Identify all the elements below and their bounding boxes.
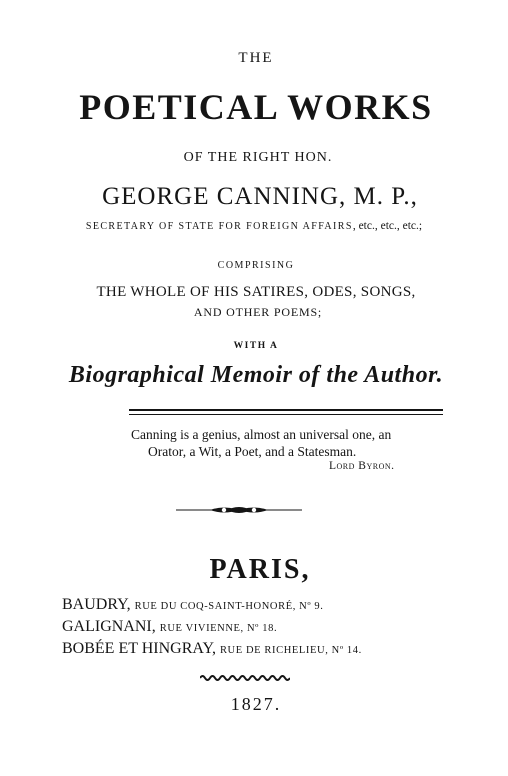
wavy-rule-ornament: [200, 674, 290, 682]
contents-line-1: THE WHOLE OF HIS SATIRES, ODES, SONGS,: [96, 284, 416, 300]
publisher-name: BOBÉE ET HINGRAY,: [62, 640, 216, 657]
publisher-address: RUE DU COQ-SAINT-HONORÉ, Nº 9.: [134, 601, 324, 612]
comprising-label: COMPRISING: [217, 260, 295, 271]
right-hon-line: OF THE RIGHT HON.: [183, 150, 333, 165]
publisher-name: GALIGNANI,: [62, 618, 156, 635]
publisher-line: [62, 596, 324, 614]
contents-line-2: AND OTHER POEMS;: [193, 305, 323, 319]
epigraph-rule-thin: [129, 414, 443, 415]
publisher-address: RUE DE RICHELIEU, Nº 14.: [219, 645, 362, 656]
header-the: THE: [238, 50, 274, 66]
imprint-city: PARIS,: [209, 554, 311, 585]
with-a-label: WITH A: [233, 341, 279, 351]
office-title: SECRETARY OF STATE FOR FOREIGN AFFAIRS: [85, 221, 353, 232]
book-title: POETICAL WORKS: [79, 87, 433, 127]
publisher-address: RUE VIVIENNE, Nº 18.: [159, 623, 278, 634]
author-name: GEORGE CANNING, M. P.,: [102, 183, 418, 210]
office-etc: , etc., etc., etc.;: [352, 220, 423, 232]
epigraph-attribution: Lord Byron.: [329, 460, 395, 472]
author-office: [0, 220, 508, 232]
publisher-name: BAUDRY,: [62, 596, 131, 613]
publication-year: 1827.: [230, 694, 282, 714]
epigraph-line-1: Canning is a genius, almost an universal one, an: [131, 427, 392, 442]
epigraph-rule-thick: [129, 409, 443, 411]
epigraph-line-2: Orator, a Wit, a Poet, and a Statesman.: [148, 444, 357, 459]
memoir-line: Biographical Memoir of the Author.: [68, 362, 444, 388]
printer-ornament: [176, 505, 302, 515]
publisher-line: [62, 640, 362, 658]
publisher-line: [62, 618, 277, 636]
